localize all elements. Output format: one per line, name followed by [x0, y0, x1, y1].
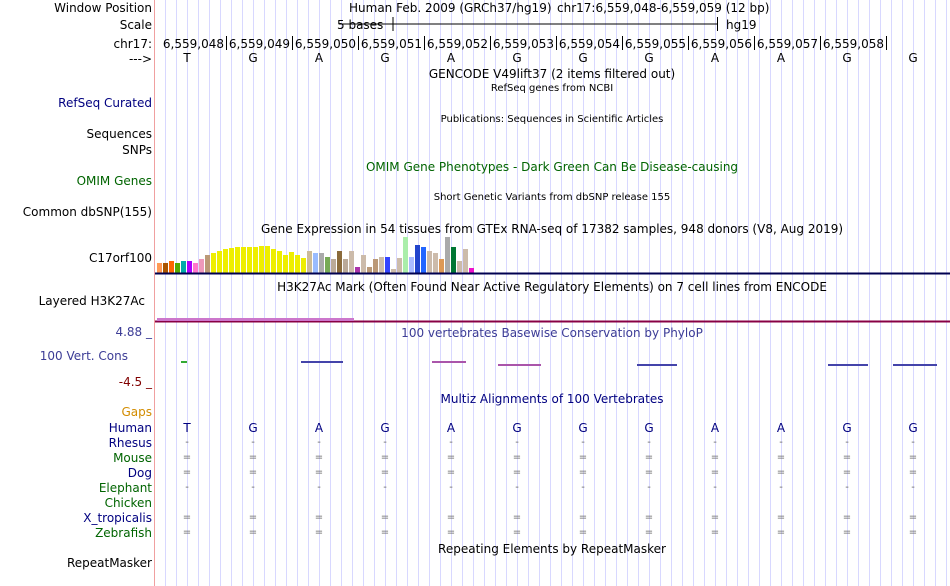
gtex-bar [379, 257, 384, 273]
phylop-min-label: -4.5 _ [118, 375, 152, 389]
alignment-cell: - [647, 437, 651, 448]
alignment-cell: - [317, 482, 321, 493]
base-letter: G [512, 51, 522, 65]
alignment-cell: = [908, 527, 918, 538]
alignment-cell: G [908, 421, 918, 435]
assembly-title: Human Feb. 2009 (GRCh37/hg19) [349, 1, 552, 15]
h3k27ac-title[interactable]: H3K27Ac Mark (Often Found Near Active Regulatory Elements) on 7 cell lines from ENCODE [277, 280, 827, 294]
alignment-cell: - [515, 437, 519, 448]
base-letter: A [776, 51, 786, 65]
gtex-bar [433, 253, 438, 273]
alignment-cell: G [380, 421, 390, 435]
alignment-cell: G [512, 421, 522, 435]
omim-genes-label[interactable]: OMIM Genes [76, 174, 152, 188]
alignment-cell: = [644, 512, 654, 523]
base-letter: A [314, 51, 324, 65]
multiz-title[interactable]: Multiz Alignments of 100 Vertebrates [440, 392, 664, 406]
alignment-cell: = [776, 467, 786, 478]
strand-label: ---> [128, 52, 152, 66]
gtex-bar [223, 249, 228, 273]
gtex-bar [385, 257, 390, 273]
alignment-cell: = [380, 467, 390, 478]
alignment-cell: - [251, 437, 255, 448]
ruler-coordinate: 6,559,052 [426, 37, 488, 51]
alignment-cell: G [842, 421, 852, 435]
alignment-cell: = [182, 467, 192, 478]
chrom-label: chr17: [113, 37, 152, 51]
gtex-bar [421, 247, 426, 273]
alignment-cell: T [183, 421, 191, 435]
alignment-cell: = [314, 467, 324, 478]
phylop-max-label: 4.88 _ [115, 325, 152, 339]
gtex-bar [259, 246, 264, 273]
gtex-bar [205, 255, 210, 273]
gtex-bar [247, 247, 252, 273]
gtex-bar [409, 257, 414, 273]
gtex-bar [463, 249, 468, 273]
gtex-bar [469, 268, 474, 273]
alignment-cell: = [644, 467, 654, 478]
gtex-bar [193, 263, 198, 273]
ruler-coordinate: 6,559,048 [162, 37, 224, 51]
alignment-cell: - [383, 482, 387, 493]
gtex-bar [175, 263, 180, 273]
base-letter: T [183, 51, 191, 65]
gtex-bar [325, 257, 330, 273]
alignment-cell: = [446, 452, 456, 463]
alignment-cell: = [446, 512, 456, 523]
gtex-bar [439, 259, 444, 273]
alignment-cell: - [185, 482, 189, 493]
alignment-cell: = [578, 467, 588, 478]
gtex-bar [211, 253, 216, 273]
base-letter: A [446, 51, 456, 65]
gtex-bar [295, 255, 300, 273]
repeatmasker-label[interactable]: RepeatMasker [66, 556, 152, 570]
alignment-cell: = [248, 452, 258, 463]
refseq-curated-label[interactable]: RefSeq Curated [58, 96, 152, 110]
alignment-cell: = [842, 512, 852, 523]
base-letter: G [380, 51, 390, 65]
alignment-cell: = [314, 512, 324, 523]
gtex-bar [427, 251, 432, 273]
alignment-cell: - [449, 482, 453, 493]
alignment-cell: = [578, 527, 588, 538]
alignment-cell: = [908, 452, 918, 463]
base-letter: G [248, 51, 258, 65]
gtex-bar [277, 251, 282, 273]
alignment-cell: = [776, 452, 786, 463]
species-label[interactable]: Chicken [104, 496, 152, 510]
window-position-label: Window Position [54, 1, 152, 15]
sequences-label[interactable]: Sequences [86, 127, 152, 141]
alignment-cell: = [842, 467, 852, 478]
alignment-cell: = [380, 452, 390, 463]
alignment-cell: = [248, 467, 258, 478]
alignment-cell: G [578, 421, 588, 435]
gtex-bar [169, 261, 174, 273]
ruler-coordinate: 6,559,049 [228, 37, 290, 51]
gtex-bar [349, 251, 354, 273]
db-name: hg19 [726, 18, 757, 32]
species-label[interactable]: Rhesus [108, 436, 152, 450]
base-letter: G [842, 51, 852, 65]
alignment-cell: - [581, 437, 585, 448]
refseq-title[interactable]: RefSeq genes from NCBI [490, 83, 614, 94]
gtex-bar [445, 237, 450, 273]
gtex-bar [217, 251, 222, 273]
alignment-cell: = [512, 512, 522, 523]
gtex-bar [331, 259, 336, 273]
alignment-cell: = [248, 527, 258, 538]
alignment-cell: - [911, 482, 915, 493]
gtex-bar [319, 253, 324, 273]
alignment-cell: - [317, 437, 321, 448]
alignment-cell: = [776, 512, 786, 523]
alignment-cell: = [512, 467, 522, 478]
gtex-bar [301, 258, 306, 273]
pubs-title[interactable]: Publications: Sequences in Scientific Articles [440, 114, 664, 125]
alignment-cell: = [512, 527, 522, 538]
alignment-cell: - [713, 437, 717, 448]
alignment-cell: A [446, 421, 456, 435]
alignment-cell: A [314, 421, 324, 435]
gtex-bar [391, 269, 396, 273]
alignment-cell: = [512, 452, 522, 463]
species-label[interactable]: Dog [127, 466, 152, 480]
gtex-bar [157, 263, 162, 273]
alignment-cell: = [182, 527, 192, 538]
alignment-cell: - [449, 437, 453, 448]
alignment-cell: - [647, 482, 651, 493]
gtex-bar [397, 258, 402, 273]
gtex-bar [367, 267, 372, 273]
alignment-cell: = [710, 467, 720, 478]
alignment-cell: = [908, 467, 918, 478]
gencode-title[interactable]: GENCODE V49lift37 (2 items filtered out) [428, 67, 676, 81]
alignment-cell: = [578, 512, 588, 523]
position-readout: chr17:6,559,048-6,559,059 (12 bp) [557, 1, 770, 15]
alignment-cell: G [644, 421, 654, 435]
alignment-cell: G [248, 421, 258, 435]
alignment-cell: - [251, 482, 255, 493]
alignment-cell: = [182, 512, 192, 523]
gtex-bar [253, 247, 258, 273]
alignment-cell: = [842, 452, 852, 463]
phylop-track-label[interactable]: 100 Vert. Cons [39, 349, 128, 363]
alignment-cell: = [380, 512, 390, 523]
phylop-title[interactable]: 100 vertebrates Basewise Conservation by PhyloP [401, 326, 703, 340]
rmsk-title[interactable]: Repeating Elements by RepeatMasker [438, 542, 666, 556]
gtex-bar [307, 251, 312, 273]
alignment-cell: = [446, 527, 456, 538]
ruler-coordinate: 6,559,053 [492, 37, 554, 51]
base-letter: G [578, 51, 588, 65]
gtex-bar [181, 261, 186, 273]
common-dbsnp-label[interactable]: Common dbSNP(155) [22, 205, 152, 219]
gtex-bar [343, 259, 348, 273]
alignment-cell: A [710, 421, 720, 435]
gtex-gene-label[interactable]: C17orf100 [88, 251, 152, 265]
gtex-bar [337, 251, 342, 273]
gtex-bar [361, 255, 366, 273]
species-label[interactable]: Zebrafish [95, 526, 152, 540]
alignment-cell: = [578, 452, 588, 463]
alignment-cell: = [248, 512, 258, 523]
alignment-cell: = [446, 467, 456, 478]
gtex-bar [451, 247, 456, 273]
alignment-cell: - [779, 437, 783, 448]
alignment-cell: - [515, 482, 519, 493]
gtex-bar [271, 249, 276, 273]
alignment-cell: - [581, 482, 585, 493]
snps-label[interactable]: SNPs [122, 143, 152, 157]
alignment-cell: = [314, 527, 324, 538]
alignment-cell: = [644, 527, 654, 538]
ruler-coordinate: 6,559,057 [756, 37, 818, 51]
ruler-coordinate: 6,559,056 [690, 37, 752, 51]
gtex-bar [199, 259, 204, 273]
alignment-cell: = [380, 527, 390, 538]
gtex-title[interactable]: Gene Expression in 54 tissues from GTEx RNA-seq of 17382 samples, 948 donors (V8, Aug 2019) [260, 222, 844, 236]
base-letter: A [710, 51, 720, 65]
gtex-bar [283, 255, 288, 273]
species-label[interactable]: Mouse [113, 451, 152, 465]
gtex-bar [187, 261, 192, 273]
gtex-bar [313, 253, 318, 273]
alignment-cell: - [713, 482, 717, 493]
omim-title[interactable]: OMIM Gene Phenotypes - Dark Green Can Be Disease-causing [365, 160, 739, 174]
alignment-cell: - [779, 482, 783, 493]
scale-label: Scale [119, 18, 152, 32]
alignment-cell: - [845, 482, 849, 493]
gtex-bar [265, 246, 270, 273]
alignment-cell: = [908, 512, 918, 523]
gtex-bar [235, 247, 240, 273]
gtex-bar [229, 248, 234, 273]
gaps-label: Gaps [121, 405, 152, 419]
gtex-bar [457, 261, 462, 273]
alignment-cell: = [710, 527, 720, 538]
dbsnp-title[interactable]: Short Genetic Variants from dbSNP release 155 [433, 192, 671, 203]
layered-h3k27ac-label[interactable]: Layered H3K27Ac [38, 294, 145, 308]
alignment-cell: - [911, 437, 915, 448]
alignment-cell: - [845, 437, 849, 448]
alignment-cell: = [842, 527, 852, 538]
alignment-cell: = [776, 527, 786, 538]
alignment-cell: - [185, 437, 189, 448]
ruler-coordinate: 6,559,050 [294, 37, 356, 51]
base-letter: G [644, 51, 654, 65]
species-label[interactable]: X_tropicalis [83, 511, 152, 525]
alignment-cell: - [383, 437, 387, 448]
h3k27ac-signal [157, 318, 354, 321]
alignment-cell: A [776, 421, 786, 435]
gtex-bar [163, 263, 168, 273]
alignment-cell: = [710, 452, 720, 463]
ruler-coordinate: 6,559,058 [822, 37, 884, 51]
alignment-cell: = [710, 512, 720, 523]
gtex-bar [355, 267, 360, 273]
gtex-bar [415, 245, 420, 273]
gtex-bar [373, 259, 378, 273]
species-label[interactable]: Elephant [98, 481, 152, 495]
alignment-cell: = [644, 452, 654, 463]
ruler-coordinate: 6,559,051 [360, 37, 422, 51]
gtex-bar [289, 252, 294, 273]
scale-text: 5 bases [337, 18, 384, 32]
species-label[interactable]: Human [108, 421, 152, 435]
ruler-coordinate: 6,559,054 [558, 37, 620, 51]
alignment-cell: = [182, 452, 192, 463]
gtex-bar [241, 247, 246, 273]
ruler-coordinate: 6,559,055 [624, 37, 686, 51]
alignment-cell: = [314, 452, 324, 463]
base-letter: G [908, 51, 918, 65]
gtex-bar [403, 237, 408, 273]
